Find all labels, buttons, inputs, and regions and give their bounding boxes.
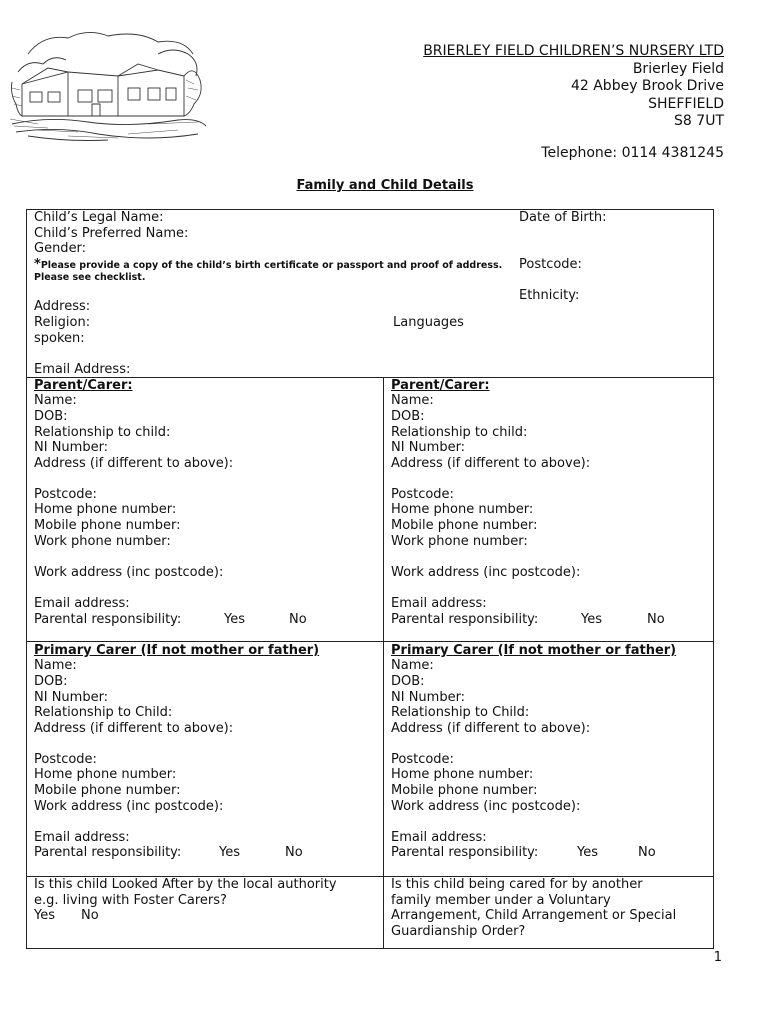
primary-carer-1-mobile-phone-label: Mobile phone number: xyxy=(34,783,181,798)
family-care-question-line-4: Guardianship Order? xyxy=(391,924,526,939)
parent-1-responsibility-yes[interactable]: Yes xyxy=(224,612,245,627)
primary-carer-1-home-phone-label: Home phone number: xyxy=(34,767,177,782)
primary-carer-2-name-label: Name: xyxy=(391,658,434,673)
page-number: 1 xyxy=(713,950,722,965)
looked-after-yes[interactable]: Yes xyxy=(34,908,55,923)
parent-2-responsibility-label: Parental responsibility: xyxy=(391,612,539,627)
parent-1-responsibility-no[interactable]: No xyxy=(289,612,307,627)
languages-label: Languages xyxy=(393,315,464,330)
family-care-question-line-2: family member under a Voluntary xyxy=(391,893,611,908)
parent-1-work-address-label: Work address (inc postcode): xyxy=(34,565,224,580)
primary-carer-2-ni-label: NI Number: xyxy=(391,690,466,705)
parent-2-responsibility-no[interactable]: No xyxy=(647,612,665,627)
parent-2-relationship-label: Relationship to child: xyxy=(391,425,528,440)
primary-carer-2-email-label: Email address: xyxy=(391,830,487,845)
parent-2-mobile-phone-label: Mobile phone number: xyxy=(391,518,538,533)
nursery-address-block xyxy=(423,43,724,131)
looked-after-question-line-2: e.g. living with Foster Carers? xyxy=(34,893,227,908)
primary-carer-2-responsibility-label: Parental responsibility: xyxy=(391,845,539,860)
primary-carer-1-dob-label: DOB: xyxy=(34,674,68,689)
primary-carer-1-postcode-label: Postcode: xyxy=(34,752,97,767)
parent-1-mobile-phone-label: Mobile phone number: xyxy=(34,518,181,533)
parent-carer-2-heading: Parent/Carer: xyxy=(391,378,490,393)
primary-carer-2-mobile-phone-label: Mobile phone number: xyxy=(391,783,538,798)
parent-2-work-phone-label: Work phone number: xyxy=(391,534,528,549)
parent-1-email-label: Email address: xyxy=(34,596,130,611)
parent-1-ni-label: NI Number: xyxy=(34,440,109,455)
primary-carer-1-work-address-label: Work address (inc postcode): xyxy=(34,799,224,814)
parent-1-home-phone-label: Home phone number: xyxy=(34,502,177,517)
child-preferred-name-label: Child’s Preferred Name: xyxy=(34,226,189,241)
primary-carer-1-ni-label: NI Number: xyxy=(34,690,109,705)
row-divider xyxy=(26,641,714,642)
form-title: Family and Child Details xyxy=(296,178,474,193)
child-address-label: Address: xyxy=(34,299,91,314)
parent-2-dob-label: DOB: xyxy=(391,409,425,424)
primary-carer-2-responsibility-yes[interactable]: Yes xyxy=(577,845,598,860)
primary-carer-2-dob-label: DOB: xyxy=(391,674,425,689)
telephone-number: Telephone: 0114 4381245 xyxy=(541,145,724,161)
ethnicity-label: Ethnicity: xyxy=(519,288,580,303)
primary-carer-2-relationship-label: Relationship to Child: xyxy=(391,705,530,720)
primary-carer-2-heading: Primary Carer (If not mother or father) xyxy=(391,643,677,658)
parent-2-postcode-label: Postcode: xyxy=(391,487,454,502)
primary-carer-2-home-phone-label: Home phone number: xyxy=(391,767,534,782)
parent-2-home-phone-label: Home phone number: xyxy=(391,502,534,517)
parent-2-name-label: Name: xyxy=(391,393,434,408)
parent-1-postcode-label: Postcode: xyxy=(34,487,97,502)
primary-carer-1-address-label: Address (if different to above): xyxy=(34,721,234,736)
primary-carer-1-responsibility-yes[interactable]: Yes xyxy=(219,845,240,860)
parent-1-dob-label: DOB: xyxy=(34,409,68,424)
date-of-birth-label: Date of Birth: xyxy=(519,210,607,225)
parent-1-work-phone-label: Work phone number: xyxy=(34,534,171,549)
primary-carer-1-heading: Primary Carer (If not mother or father) xyxy=(34,643,320,658)
child-email-label: Email Address: xyxy=(34,362,131,377)
child-legal-name-label: Child’s Legal Name: xyxy=(34,210,164,225)
parent-2-work-address-label: Work address (inc postcode): xyxy=(391,565,581,580)
primary-carer-2-address-label: Address (if different to above): xyxy=(391,721,591,736)
address-line-1: Brierley Field xyxy=(632,60,724,77)
nursery-name: BRIERLEY FIELD CHILDREN’S NURSERY LTD xyxy=(423,43,724,59)
religion-label: Religion: xyxy=(34,315,91,330)
primary-carer-2-responsibility-no[interactable]: No xyxy=(638,845,656,860)
parent-carer-1-heading: Parent/Carer: xyxy=(34,378,133,393)
parent-2-ni-label: NI Number: xyxy=(391,440,466,455)
primary-carer-1-relationship-label: Relationship to Child: xyxy=(34,705,173,720)
parent-2-email-label: Email address: xyxy=(391,596,487,611)
documents-note xyxy=(34,259,504,284)
family-care-question-line-1: Is this child being cared for by another xyxy=(391,877,643,892)
parent-1-name-label: Name: xyxy=(34,393,77,408)
parent-1-address-label: Address (if different to above): xyxy=(34,456,234,471)
note-text: Please provide a copy of the child’s birth certificate or passport and proof of address. Please see checklist. xyxy=(34,260,503,283)
primary-carer-1-responsibility-no[interactable]: No xyxy=(285,845,303,860)
primary-carer-1-name-label: Name: xyxy=(34,658,77,673)
address-line-4: S8 7UT xyxy=(674,113,724,129)
parent-2-address-label: Address (if different to above): xyxy=(391,456,591,471)
primary-carer-2-work-address-label: Work address (inc postcode): xyxy=(391,799,581,814)
languages-spoken-label: spoken: xyxy=(34,331,85,346)
family-care-question-line-3: Arrangement, Child Arrangement or Special xyxy=(391,908,677,923)
gender-label: Gender: xyxy=(34,241,87,256)
parent-2-responsibility-yes[interactable]: Yes xyxy=(581,612,602,627)
child-postcode-label: Postcode: xyxy=(519,257,582,272)
note-asterisk: * xyxy=(34,257,41,272)
primary-carer-2-postcode-label: Postcode: xyxy=(391,752,454,767)
nursery-building-sketch-logo xyxy=(8,24,208,146)
address-line-3: SHEFFIELD xyxy=(648,95,724,112)
primary-carer-1-responsibility-label: Parental responsibility: xyxy=(34,845,182,860)
column-divider xyxy=(383,377,384,949)
address-line-2: 42 Abbey Brook Drive xyxy=(570,78,724,94)
parent-1-relationship-label: Relationship to child: xyxy=(34,425,171,440)
parent-1-responsibility-label: Parental responsibility: xyxy=(34,612,182,627)
looked-after-question-line-1: Is this child Looked After by the local authority xyxy=(34,877,337,892)
looked-after-no[interactable]: No xyxy=(81,908,99,923)
primary-carer-1-email-label: Email address: xyxy=(34,830,130,845)
